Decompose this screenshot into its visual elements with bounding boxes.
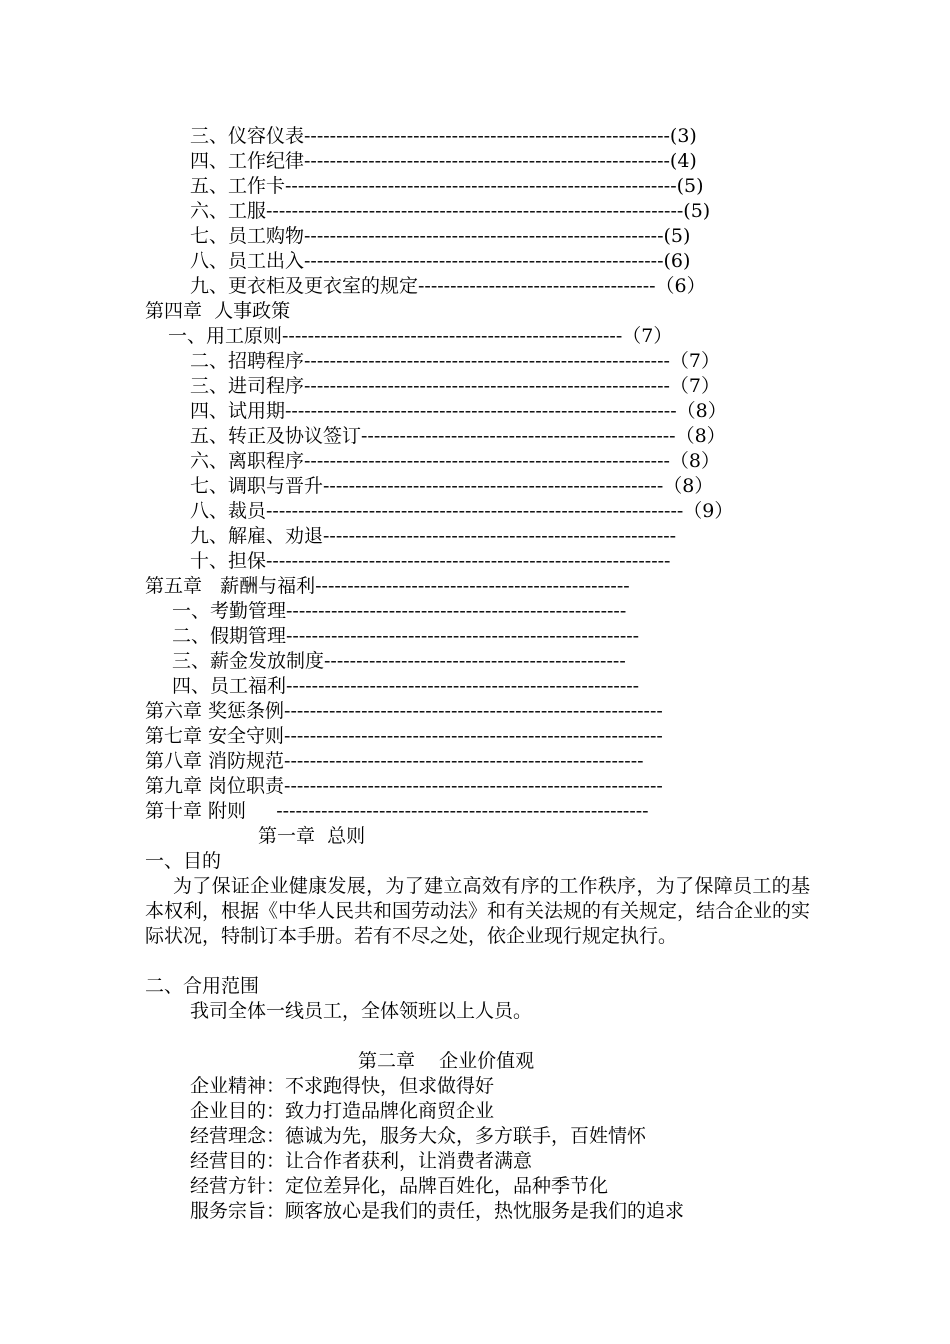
toc-entry: 三、薪金发放制度-----------------------------------------------	[172, 650, 626, 672]
toc-entry: 四、员工福利-------------------------------------------------------	[172, 675, 640, 697]
toc-entry: 七、调职与晋升-----------------------------------------------------（8）	[190, 475, 714, 497]
toc-entry: 四、试用期-------------------------------------------------------------（8）	[190, 400, 727, 422]
toc-entry: 七、员工购物--------------------------------------------------------(5)	[190, 225, 691, 247]
section-heading: 二、合用范围	[145, 975, 260, 997]
toc-entry: 二、招聘程序---------------------------------------------------------（7）	[190, 350, 721, 372]
toc-chapter: 第九章 岗位职责-----------------------------------------------------------	[145, 775, 663, 797]
toc-entry: 五、转正及协议签订-------------------------------------------------（8）	[190, 425, 726, 447]
value-item: 企业目的：致力打造品牌化商贸企业	[190, 1100, 495, 1122]
toc-chapter: 第四章 人事政策	[145, 300, 291, 322]
toc-entry: 十、担保---------------------------------------------------------------	[190, 550, 671, 572]
toc-entry: 三、仪容仪表---------------------------------------------------------(3)	[190, 125, 697, 147]
value-item: 经营方针：定位差异化，品牌百姓化，品种季节化	[190, 1175, 609, 1197]
toc-chapter: 第五章 薪酬与福利-------------------------------------------------	[145, 575, 630, 597]
section-heading: 一、目的	[145, 850, 222, 872]
toc-entry: 八、员工出入--------------------------------------------------------(6)	[190, 250, 691, 272]
chapter-title: 第二章 企业价值观	[358, 1050, 535, 1072]
chapter-title: 第一章 总则	[258, 825, 366, 847]
value-item: 经营目的：让合作者获利，让消费者满意	[190, 1150, 533, 1172]
toc-entry: 二、假期管理-------------------------------------------------------	[172, 625, 640, 647]
toc-entry: 一、考勤管理-----------------------------------------------------	[172, 600, 627, 622]
section-body: 为了保证企业健康发展，为了建立高效有序的工作秩序，为了保障员工的基本权利，根据《中华人民共和国劳动法》和有关法规的有关规定，结合企业的实际状况，特制订本手册。若有不尽之处，依企业现行规定执行。	[145, 875, 811, 947]
toc-entry: 九、更衣柜及更衣室的规定-------------------------------------（6）	[190, 275, 706, 297]
toc-chapter: 第七章 安全守则-----------------------------------------------------------	[145, 725, 663, 747]
toc-chapter: 第六章 奖惩条例-----------------------------------------------------------	[145, 700, 663, 722]
toc-entry: 五、工作卡-------------------------------------------------------------(5)	[190, 175, 704, 197]
toc-chapter: 第十章 附则 ----------------------------------------------------------	[145, 800, 649, 822]
toc-entry: 四、工作纪律---------------------------------------------------------(4)	[190, 150, 697, 172]
toc-chapter: 第八章 消防规范--------------------------------------------------------	[145, 750, 644, 772]
toc-entry: 六、工服-----------------------------------------------------------------(5)	[190, 200, 711, 222]
toc-entry: 六、离职程序---------------------------------------------------------（8）	[190, 450, 721, 472]
toc-entry: 一、用工原则-----------------------------------------------------（7）	[168, 325, 673, 347]
value-item: 经营理念：德诚为先，服务大众，多方联手，百姓情怀	[190, 1125, 647, 1147]
toc-entry: 三、进司程序---------------------------------------------------------（7）	[190, 375, 721, 397]
section-body: 我司全体一线员工，全体领班以上人员。	[190, 1000, 533, 1022]
value-item: 企业精神：不求跑得快，但求做得好	[190, 1075, 495, 1097]
value-item: 服务宗旨：顾客放心是我们的责任，热忱服务是我们的追求	[190, 1200, 685, 1222]
toc-entry: 八、裁员-----------------------------------------------------------------（9）	[190, 500, 734, 522]
toc-entry: 九、解雇、劝退-------------------------------------------------------	[190, 525, 677, 547]
